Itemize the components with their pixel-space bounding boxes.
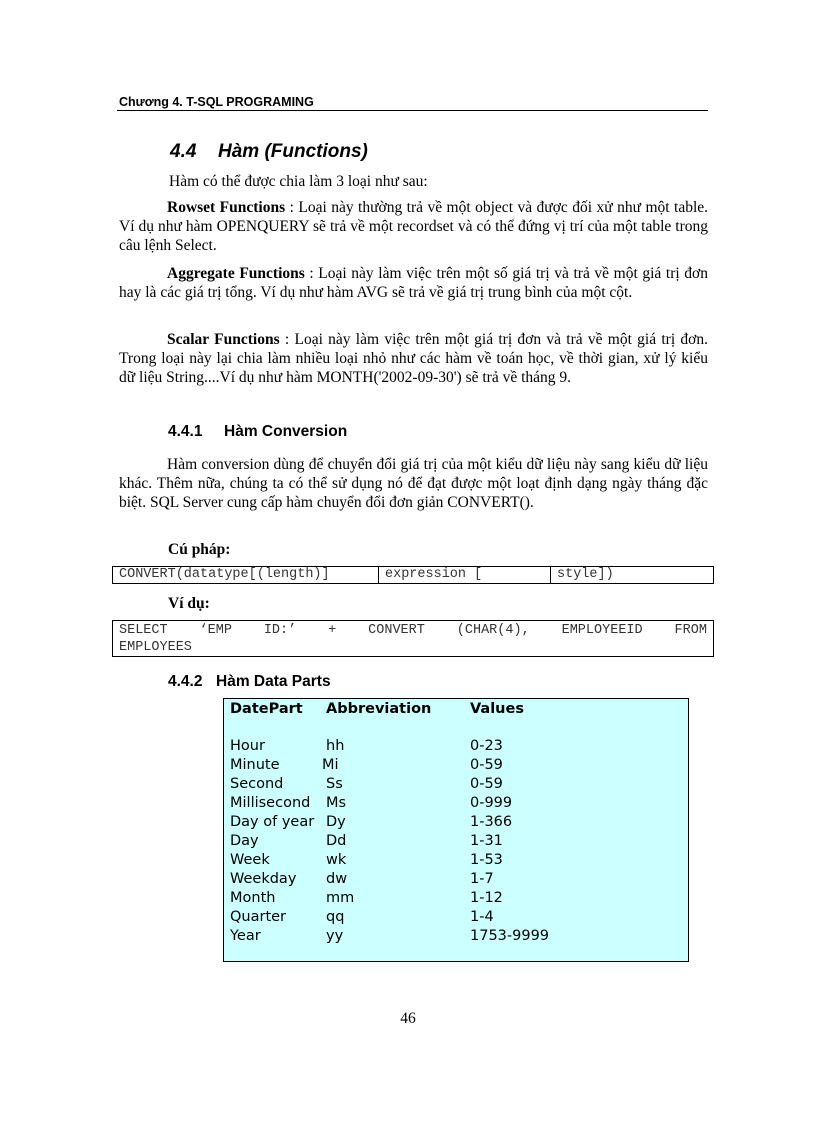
datepart-cell: Weekday (230, 871, 297, 887)
code-token: ‘EMP (199, 623, 232, 638)
example-line: EMPLOYEES (119, 640, 192, 655)
aggregate-paragraph (119, 264, 708, 302)
abbreviation-cell: Dy (326, 814, 346, 830)
scalar-paragraph (119, 330, 708, 387)
rowset-paragraph (119, 198, 708, 255)
dataparts-table (223, 698, 689, 962)
values-cell: 1-12 (470, 890, 503, 906)
header-rule (117, 110, 708, 111)
values-cell: 1-4 (470, 909, 494, 925)
intro-paragraph: Hàm có thể được chia làm 3 loại như sau: (169, 173, 428, 190)
code-token: + (328, 623, 337, 638)
values-cell: 0-59 (470, 757, 503, 773)
code-token: ID:’ (263, 623, 297, 638)
section-heading (170, 141, 368, 163)
conversion-title: Hàm Conversion (224, 423, 348, 440)
section-number: 4.4 (170, 141, 197, 162)
syntax-label: Cú pháp: (168, 541, 231, 558)
page-number: 46 (400, 1010, 416, 1027)
abbreviation-cell: Mi (322, 757, 339, 773)
dataparts-number: 4.4.2 (168, 673, 203, 690)
example-box (112, 620, 714, 657)
values-cell: 1-53 (470, 852, 503, 868)
conversion-paragraph: Hàm conversion dùng để chuyển đổi giá trị của một kiểu dữ liệu này sang kiểu dữ liệu khác. Thêm nữa, chúng ta có thể sử dụng nó để đạt được một loạt định dạng ngày tháng đặc biệt. SQL Server cung cấp hàm chuyển đổi đơn giản CONVERT(). (119, 456, 708, 511)
aggregate-term: Aggregate Functions (167, 265, 305, 282)
code-token: SELECT (119, 623, 168, 638)
datepart-cell: Month (230, 890, 276, 906)
code-token: CONVERT (368, 623, 425, 638)
aggregate-text: : Loại này làm việc trên một số giá trị và trả về một giá trị đơn hay là các giá trị tổng. Ví dụ như hàm AVG sẽ trả về giá trị trung bình của một cột. (119, 265, 708, 301)
dataparts-title: Hàm Data Parts (216, 673, 331, 690)
values-cell: 1-366 (470, 814, 513, 830)
datepart-cell: Minute (230, 757, 280, 773)
syntax-cell: style]) (557, 567, 614, 582)
rowset-text: : Loại này thường trả về một object và được đối xử như một table. Ví dụ như hàm OPENQUERY sẽ trả về một recordset và có thể đứng vị trí của một table trong câu lệnh Select. (119, 199, 709, 254)
chapter-header: Chương 4. T-SQL PROGRAMING (119, 95, 314, 109)
code-token: (CHAR(4), (456, 623, 530, 638)
abbreviation-cell: yy (326, 928, 344, 944)
values-cell: 0-999 (470, 795, 513, 811)
abbreviation-cell: Dd (326, 833, 347, 849)
values-cell: 0-59 (470, 776, 503, 792)
code-token: FROM (674, 623, 707, 638)
datepart-cell: Day (230, 833, 259, 849)
abbreviation-cell: dw (326, 871, 348, 887)
rowset-term: Rowset Functions (167, 199, 286, 216)
syntax-cell: expression [ (379, 567, 551, 583)
abbreviation-cell: Ms (326, 795, 347, 811)
values-cell: 1753-9999 (470, 928, 550, 944)
values-cell: 1-7 (470, 871, 494, 887)
datepart-cell: Year (230, 928, 261, 944)
dataparts-heading (168, 673, 331, 691)
example-label: Ví dụ: (168, 595, 210, 612)
syntax-box (112, 566, 714, 584)
datepart-cell: Day of year (230, 814, 315, 830)
column-header: Abbreviation (326, 701, 432, 717)
abbreviation-cell: wk (326, 852, 347, 868)
example-line (119, 622, 707, 639)
abbreviation-cell: mm (326, 890, 355, 906)
values-cell: 1-31 (470, 833, 503, 849)
abbreviation-cell: qq (326, 909, 345, 925)
scalar-term: Scalar Functions (167, 331, 280, 348)
datepart-cell: Week (230, 852, 270, 868)
datepart-cell: Quarter (230, 909, 287, 925)
values-cell: 0-23 (470, 738, 503, 754)
conversion-number: 4.4.1 (168, 423, 203, 440)
code-token: EMPLOYEEID (561, 623, 643, 638)
datepart-cell: Millisecond (230, 795, 311, 811)
column-header: Values (470, 701, 524, 717)
conversion-heading (168, 423, 347, 441)
scalar-text: : Loại này làm việc trên một giá trị đơn và trả về một giá trị đơn. Trong loại này lại chia làm nhiều loại nhỏ như các hàm về toán học, về thời gian, xử lý kiểu dữ liệu String....Ví dụ như hàm MONTH('2002-09-30') sẽ trả về tháng 9. (119, 331, 708, 386)
syntax-cell: CONVERT(datatype[(length)] (113, 567, 379, 583)
abbreviation-cell: Ss (326, 776, 343, 792)
abbreviation-cell: hh (326, 738, 345, 754)
datepart-cell: Hour (230, 738, 265, 754)
datepart-cell: Second (230, 776, 284, 792)
section-title: Hàm (Functions) (218, 141, 368, 162)
column-header: DatePart (230, 701, 303, 717)
